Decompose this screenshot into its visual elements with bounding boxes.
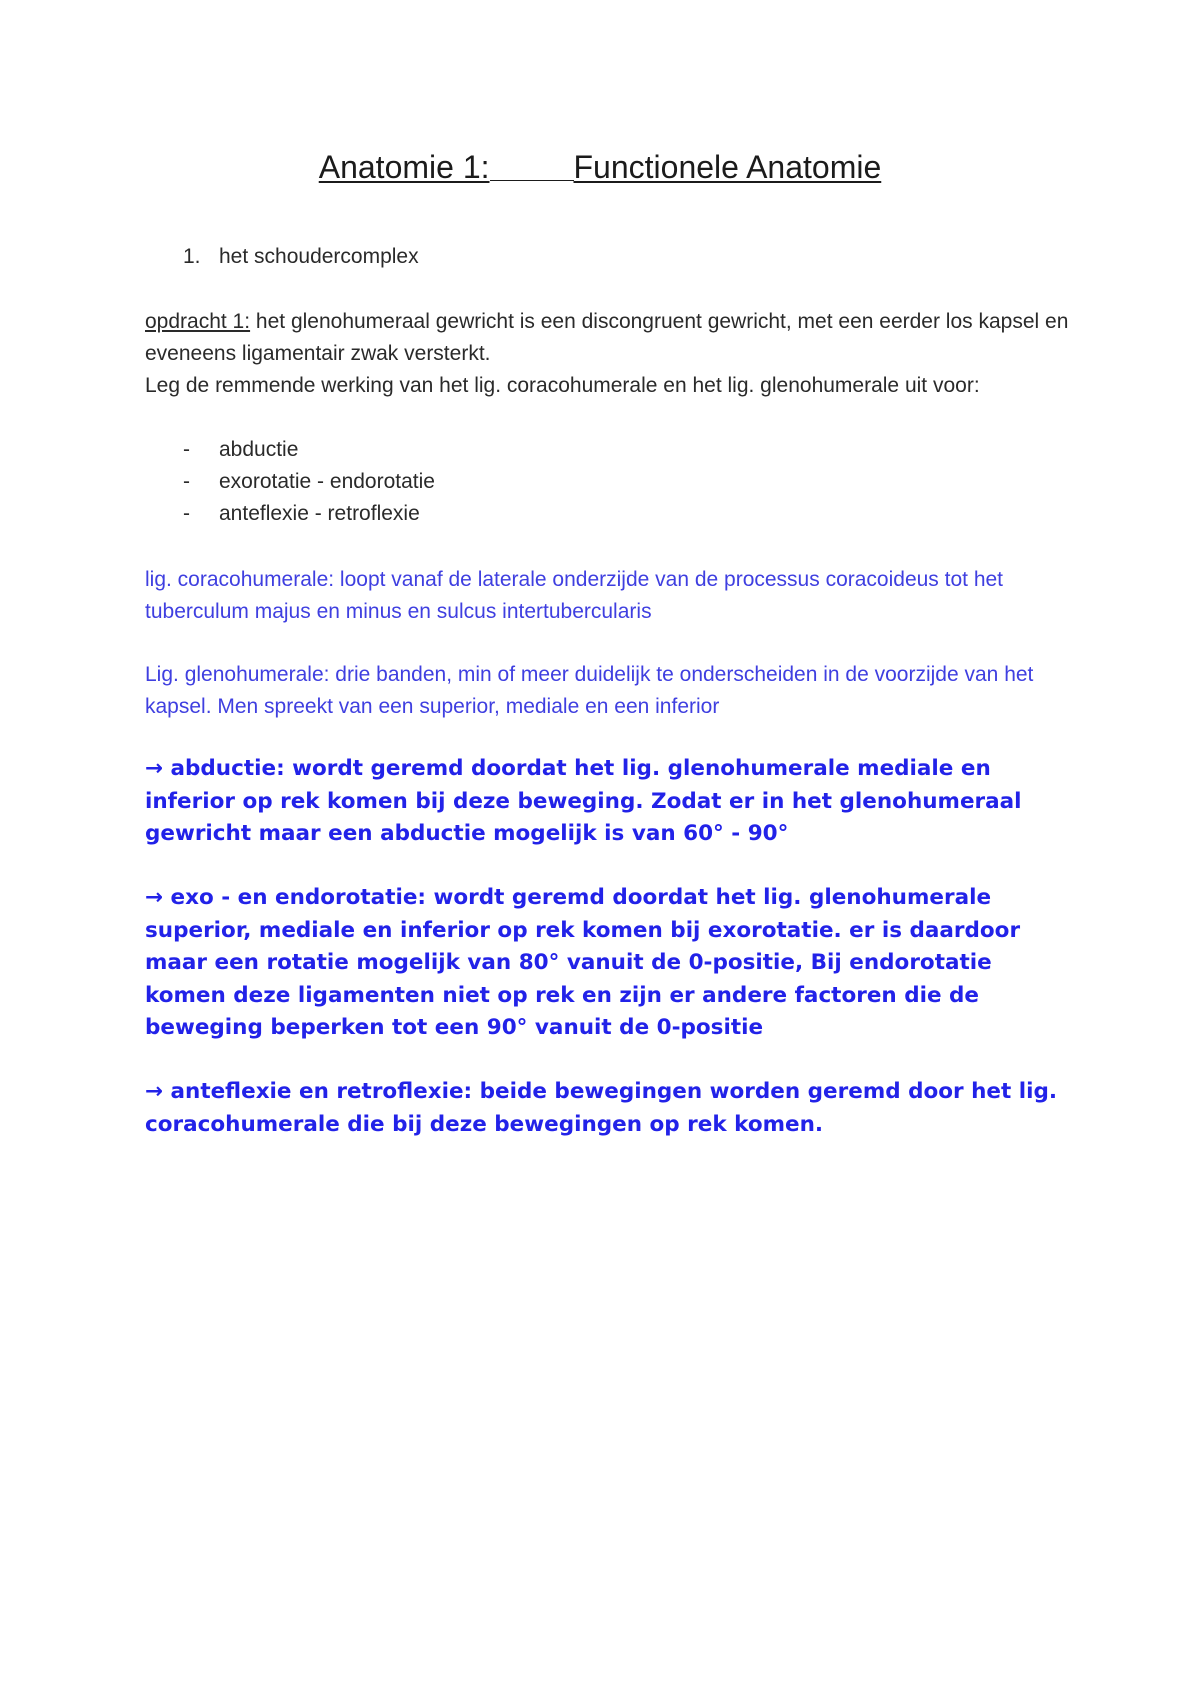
title-part-2: Functionele Anatomie [573,149,882,185]
section-heading [183,243,419,271]
list-dash: - [183,502,190,525]
movement-list [183,434,435,530]
list-item-text: anteflexie - retroflexie [219,502,420,525]
list-item [183,466,435,498]
list-item [183,498,435,530]
list-item-text: abductie [219,438,299,461]
answer-rotatie: → exo - en endorotatie: wordt geremd doordat het lig. glenohumerale superior, mediale en inferior op rek komen bij exorotatie. er is daardoor maar een rotatie mogelijk van 80° vanuit de 0-positie, Bij endorotatie komen deze ligamenten niet op rek en zijn er andere factoren die de beweging beperken tot een 90° vanuit de 0-positie [145,885,1021,1040]
list-item [183,434,435,466]
assignment-intro [145,306,1075,370]
section-number: 1. [183,245,201,268]
title-underline-gap [490,150,574,181]
list-item-text: exorotatie - endorotatie [219,470,435,493]
assignment-label: opdracht 1: [145,310,251,333]
assignment-question: Leg de remmende werking van het lig. coracohumerale en het lig. glenohumerale uit voor: [145,374,980,397]
assignment-text: het glenohumeraal gewricht is een discongruent gewricht, met een eerder los kapsel en eveneens ligamentair zwak versterkt. [145,310,1069,365]
list-dash: - [183,438,190,461]
answer-coracohumerale: lig. coracohumerale: loopt vanaf de laterale onderzijde van de processus coracoideus tot het tuberculum majus en minus en sulcus intertubercularis [145,568,1004,623]
section-title: het schoudercomplex [219,245,419,268]
answer-glenohumerale: Lig. glenohumerale: drie banden, min of meer duidelijk te onderscheiden in de voorzijde van het kapsel. Men spreekt van een superior, mediale en een inferior [145,663,1034,718]
answer-abductie: → abductie: wordt geremd doordat het lig. glenohumerale mediale en inferior op rek komen bij deze beweging. Zodat er in het glenohumeraal gewricht maar een abductie mogelijk is van 60° - 90° [145,756,1022,846]
assignment-block [145,306,1075,402]
document-title [0,147,1200,187]
title-part-1: Anatomie 1: [318,149,490,185]
answer-flexie: → anteflexie en retroflexie: beide bewegingen worden geremd door het lig. coracohumerale die bij deze bewegingen op rek komen. [145,1079,1058,1137]
list-dash: - [183,470,190,493]
